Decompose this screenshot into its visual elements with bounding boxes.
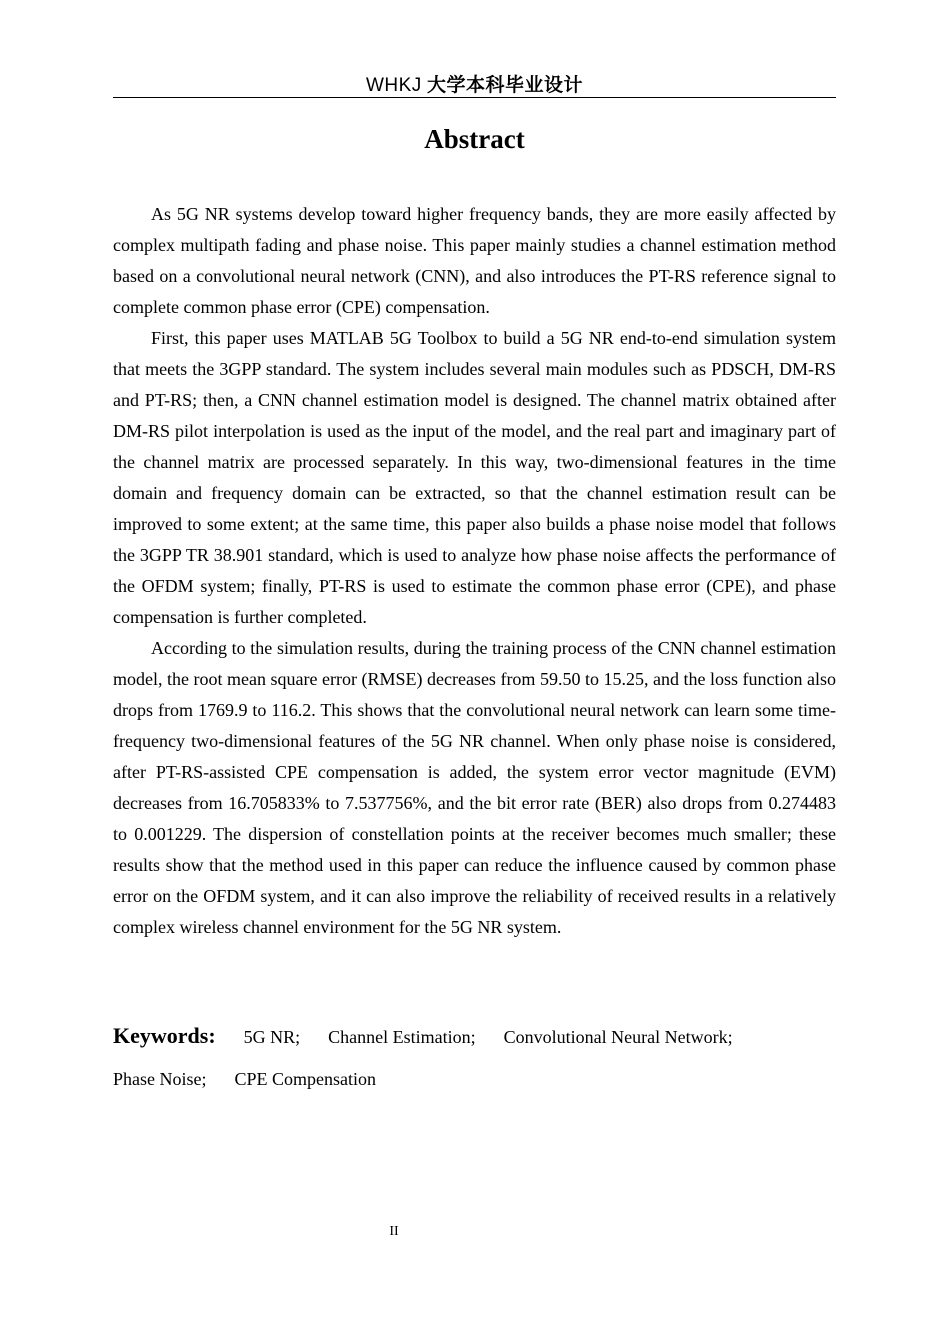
abstract-paragraph-3: According to the simulation results, during the training process of the CNN channel estimation model, the root mean square error (RMSE) decreases from 59.50 to 15.25, and the loss function also drops from 1769.9 to 116.2. This shows that the convolutional neural network can learn some time-frequency two-dimensional features of the 5G NR channel. When only phase noise is considered, after PT-RS-assisted CPE compensation is added, the system error vector magnitude (EVM) decreases from 16.705833% to 7.537756%, and the bit error rate (BER) also drops from 0.274483 to 0.001229. The dispersion of constellation points at the receiver becomes much smaller; these results show that the method used in this paper can reduce the influence caused by common phase error on the OFDM system, and it can also improve the reliability of received results in a relatively complex wireless channel environment for the 5G NR system. xyxy=(113,638,836,937)
header-thesis-title: 大学本科毕业设计 xyxy=(427,74,584,96)
header-school-code: WHKJ xyxy=(365,75,422,96)
page-title: Abstract xyxy=(424,124,525,154)
keywords-section xyxy=(113,1015,836,1100)
keyword-item: Convolutional Neural Network; xyxy=(503,1027,733,1047)
keyword-item: 5G NR; xyxy=(243,1027,301,1047)
keyword-item: Phase Noise; xyxy=(113,1069,207,1089)
page-number: II xyxy=(389,1224,399,1239)
keyword-item: CPE Compensation xyxy=(234,1069,377,1089)
abstract-paragraph-1: As 5G NR systems develop toward higher frequency bands, they are more easily affected by complex multipath fading and phase noise. This paper mainly studies a channel estimation method based on a convolutional neural network (CNN), and also introduces the PT-RS reference signal to complete common phase error (CPE) compensation. xyxy=(113,204,836,317)
abstract-paragraph-2: First, this paper uses MATLAB 5G Toolbox to build a 5G NR end-to-end simulation system that meets the 3GPP standard. The system includes several main modules such as PDSCH, DM-RS and PT-RS; then, a CNN channel estimation model is designed. The channel matrix obtained after DM-RS pilot interpolation is used as the input of the model, and the real part and imaginary part of the channel matrix are processed separately. In this way, two-dimensional features in the time domain and frequency domain can be extracted, so that the channel estimation result can be improved to some extent; at the same time, this paper also builds a phase noise model that follows the 3GPP TR 38.901 standard, which is used to analyze how phase noise affects the performance of the OFDM system; finally, PT-RS is used to estimate the common phase error (CPE), and phase compensation is further completed. xyxy=(113,328,836,627)
abstract-body xyxy=(113,199,836,943)
keywords-label: Keywords: xyxy=(113,1023,216,1048)
keyword-item: Channel Estimation; xyxy=(328,1027,476,1047)
running-header xyxy=(113,72,836,98)
